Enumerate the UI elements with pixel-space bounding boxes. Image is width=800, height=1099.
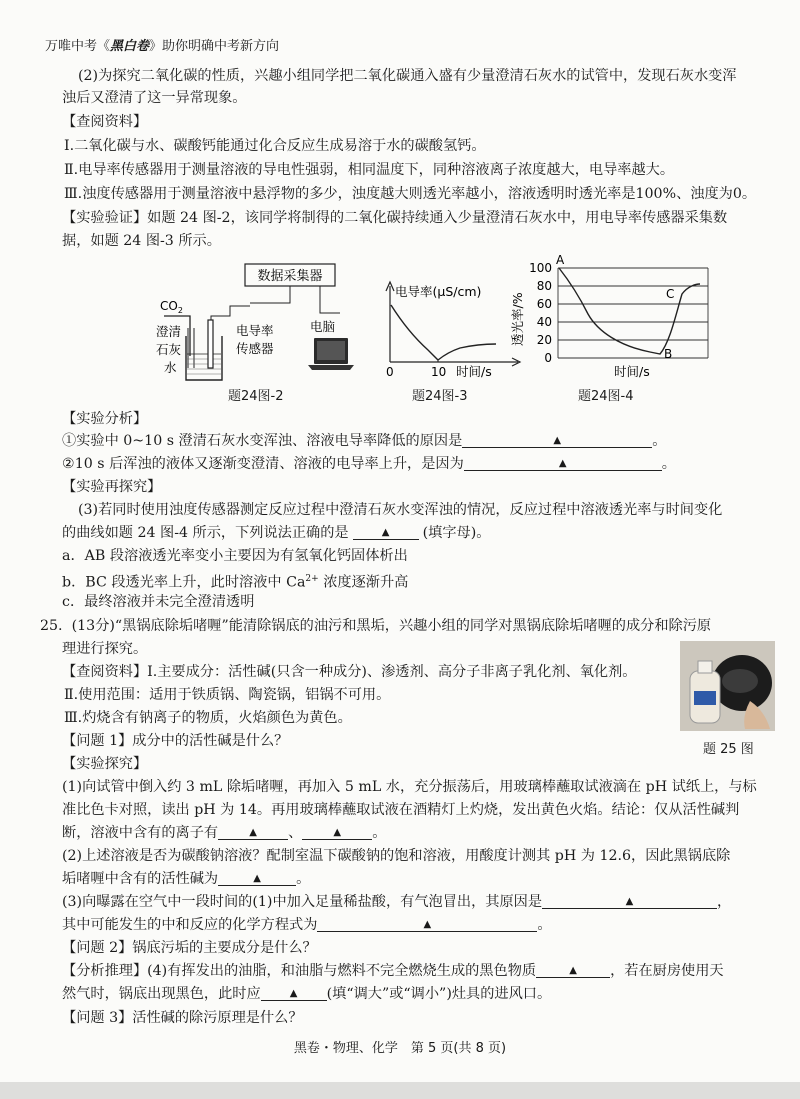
header-prefix: 万唯中考《	[45, 39, 111, 54]
scan-bottom-edge	[0, 1082, 800, 1099]
sensor-label-2: 传感器	[236, 341, 274, 356]
analysis-1-text: ①实验中 0~10 s 澄清石灰水变浑浊、溶液电导率降低的原因是	[62, 433, 463, 449]
q25-p2-line1: (2)上述溶液是否为碳酸钠溶液？配制室温下碳酸钠的饱和溶液，用酸度计测其 pH 为 12.6，因此黑锅底除	[62, 848, 731, 864]
fig3-tick-10: 10	[431, 365, 447, 379]
point-c-label: C	[666, 287, 675, 301]
q25-p2-line2: 垢啫喱中含有的活性碱为 ▲ 。	[62, 871, 311, 887]
q25-reason-blank[interactable]: ▲	[542, 892, 717, 909]
fig4-ytick-80: 80	[536, 279, 552, 293]
laptop-icon	[308, 338, 354, 370]
solution-label-2: 石灰	[156, 342, 182, 357]
q25-problem-3: 【问题 3】活性碱的除污原理是什么？	[62, 1010, 303, 1026]
fig3-xlabel: 时间/s	[456, 364, 492, 379]
analysis-2-text: ②10 s 后浑浊的液体又逐渐变澄清、溶液的电导率上升，是因为	[62, 456, 464, 472]
fig4-grid	[558, 268, 708, 358]
fig3-tick-0: 0	[386, 365, 394, 379]
option-b: b．BC 段透光率上升，此时溶液中 $Ca^{2+}$ 浓度逐渐升高	[62, 574, 409, 591]
q2-intro-line2: 浊后又澄清了这一异常现象。	[62, 90, 247, 106]
header-brand: 黑白卷	[110, 39, 150, 54]
page-header	[45, 35, 279, 54]
sensor-probe	[208, 320, 213, 368]
q25-black-substance-blank[interactable]: ▲	[536, 961, 610, 978]
q25-number: 25.	[40, 618, 63, 634]
fig4-ytick-60: 60	[536, 297, 552, 311]
analysis-item-1: ①实验中 0~10 s 澄清石灰水变浑浊、溶液电导率降低的原因是 ▲ 。	[62, 433, 667, 449]
figure-24-2-caption: 题24图-2	[228, 389, 284, 404]
ref-item-3: Ⅲ.浊度传感器用于测量溶液中悬浮物的多少，浊度越大则透光率越小，溶液透明时透光率是100%、浊度为0。	[64, 186, 757, 202]
q25-p4-line1: 【分析推理】(4)有挥发出的油脂，和油脂与燃料不完全燃烧生成的黑色物质 ▲ ，若在厨房使用天	[62, 963, 724, 979]
q25-problem-2: 【问题 2】锅底污垢的主要成分是什么？	[62, 940, 317, 956]
q3-line1: (3)若同时使用浊度传感器测定反应过程中澄清石灰水变浑浊的情况，反应过程中溶液透光率与时间变化	[78, 502, 723, 518]
fig4-ytick-40: 40	[536, 315, 552, 329]
computer-label: 电脑	[310, 319, 336, 334]
q25-intro-line1: 25. (13分)“黑锅底除垢啫喱”能清除锅底的油污和黑垢，兴趣小组的同学对黑锅底除垢啫喱的成分和除污原	[40, 618, 712, 634]
solution-label-1: 澄清	[156, 324, 182, 339]
ref-item-2: Ⅱ.电导率传感器用于测量溶液的导电性强弱，相同温度下，同种溶液离子浓度越大，电导率越大。	[64, 162, 675, 178]
conductivity-curve	[391, 305, 496, 360]
q25-explore-title: 【实验探究】	[62, 756, 148, 772]
q25-ion-blank-1[interactable]: ▲	[218, 823, 288, 840]
verify-line2: 据，如题 24 图-3 所示。	[62, 233, 221, 249]
sensor-label-1: 电导率	[236, 323, 274, 338]
analysis-title: 【实验分析】	[62, 411, 148, 427]
refs-title: 【查阅资料】	[62, 114, 148, 130]
q25-ref-2: Ⅱ.使用范围：适用于铁质锅、陶瓷锅，铝锅不可用。	[64, 687, 391, 703]
q3-line2: 的曲线如题 24 图-4 所示，下列说法正确的是 ▲ (填字母)。	[62, 525, 491, 541]
figure-24-4-caption: 题24图-4	[578, 389, 634, 404]
verify-line1: 【实验验证】如题 24 图-2，该同学将制得的二氧化碳持续通入少量澄清石灰水中，用电导率传感器采集数	[62, 210, 728, 226]
analysis-item-2: ②10 s 后浑浊的液体又逐渐变澄清、溶液的电导率上升，是因为 ▲ 。	[62, 456, 676, 472]
point-a-label: A	[556, 254, 565, 267]
fig4-ylabel: 透光率/%	[510, 292, 525, 346]
option-c: c．最终溶液并未完全澄清透明	[62, 594, 255, 610]
figure-24-4	[510, 254, 720, 384]
ref-item-1: Ⅰ.二氧化碳与水、碳酸钙能通过化合反应生成易溶于水的碳酸氢钙。	[64, 138, 486, 154]
fig4-ytick-20: 20	[536, 333, 552, 347]
q25-ref-3: Ⅲ.灼烧含有钠离子的物质，火焰颜色为黄色。	[64, 710, 352, 726]
q25-active-alkali-blank[interactable]: ▲	[218, 869, 296, 886]
product-photo	[680, 641, 775, 731]
q3-answer-blank[interactable]: ▲	[353, 523, 419, 540]
figure-24-2	[150, 258, 375, 383]
header-suffix: 》助你明确中考新方向	[149, 39, 280, 54]
q25-problem-1: 【问题 1】成分中的活性碱是什么？	[62, 733, 289, 749]
q25-p1-line3: 断，溶液中含有的离子有 ▲ 、 ▲ 。	[62, 825, 387, 841]
q2-intro-line1: (2)为探究二氧化碳的性质，兴趣小组同学把二氧化碳通入盛有少量澄清石灰水的试管中，发现石灰水变浑	[78, 68, 737, 84]
q25-p3-line1: (3)向曝露在空气中一段时间的(1)中加入足量稀盐酸，有气泡冒出，其原因是 ▲ ，	[62, 894, 732, 910]
page-footer: 黑卷・物理、化学 第 5 页(共 8 页)	[293, 1041, 507, 1056]
q25-p1-line2: 准比色卡对照，读出 pH 为 14。再用玻璃棒蘸取试液在酒精灯上灼烧，发出黄色火焰。结论：仅从活性碱判	[62, 802, 740, 818]
analysis-1-answer-blank[interactable]: ▲	[462, 431, 652, 448]
q25-intro-line2: 理进行探究。	[62, 641, 148, 657]
q25-figure-caption: 题 25 图	[703, 742, 754, 757]
option-a: a．AB 段溶液透光率变小主要因为有氢氧化钙固体析出	[62, 548, 408, 564]
co2-label: $CO_2$	[160, 299, 183, 315]
q25-p3-line2: 其中可能发生的中和反应的化学方程式为 ▲ 。	[62, 917, 552, 933]
q25-equation-blank[interactable]: ▲	[317, 915, 537, 932]
data-collector-label: 数据采集器	[257, 269, 323, 284]
q25-ref-1: 【查阅资料】Ⅰ.主要成分：活性碱(只含一种成分)、渗透剂、高分子非离子乳化剂、氧化剂。	[62, 664, 637, 680]
fig4-ytick-0: 0	[544, 351, 552, 365]
point-b-label: B	[664, 347, 673, 361]
q25-ion-blank-2[interactable]: ▲	[302, 823, 372, 840]
fig4-xlabel: 时间/s	[614, 364, 650, 379]
figure-24-3	[378, 272, 528, 382]
figure-24-3-caption: 题24图-3	[412, 389, 468, 404]
q25-p1-line1: (1)向试管中倒入约 3 mL 除垢啫喱，再加入 5 mL 水，充分振荡后，用玻璃棒蘸取试液滴在 pH 试纸上，与标	[62, 779, 757, 795]
analysis-2-answer-blank[interactable]: ▲	[464, 454, 662, 471]
fig4-ytick-100: 100	[529, 261, 552, 275]
transmittance-curve	[559, 268, 700, 354]
solution-label-3: 水	[164, 360, 177, 375]
q25-p4-line2: 然气时，锅底出现黑色，此时应 ▲ (填“调大”或“调小”)灶具的进风口。	[62, 986, 552, 1002]
fig3-ylabel: 电导率(μS/cm)	[395, 284, 482, 299]
reexplore-title: 【实验再探究】	[62, 479, 162, 495]
q25-air-inlet-blank[interactable]: ▲	[261, 984, 327, 1001]
beaker	[186, 336, 222, 380]
